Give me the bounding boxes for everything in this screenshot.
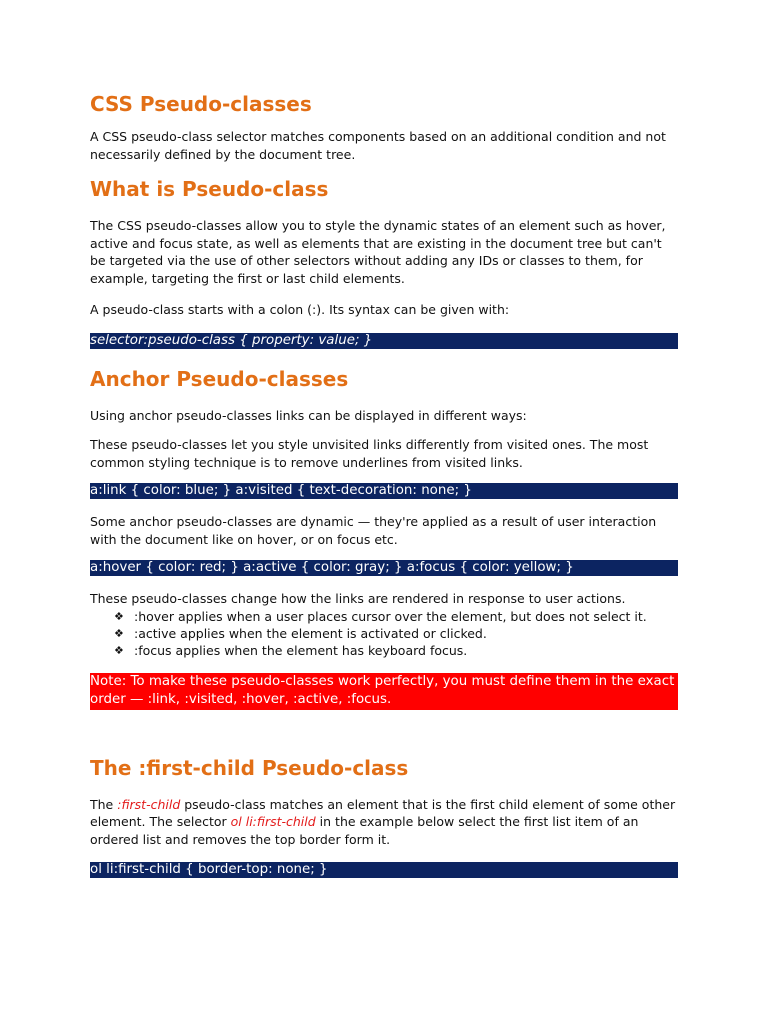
heading-anchor-pseudo-classes: Anchor Pseudo-classes [90, 366, 349, 391]
list-item [114, 625, 678, 642]
list-item-text: :active applies when the element is activated or clicked. [134, 625, 487, 641]
inline-code-ol-li-first-child: ol li:first-child [230, 814, 316, 829]
diamond-bullet-icon: ❖ [114, 609, 124, 623]
heading-what-is-pseudo-class: What is Pseudo-class [90, 177, 329, 201]
anchor-paragraph-2: These pseudo-classes let you style unvisited links differently from visited ones. The most common styling technique is to remove underlines from visited links. [90, 437, 649, 470]
anchor-paragraph-3: Some anchor pseudo-classes are dynamic — they're applied as a result of user interaction with the document like on hover, or on focus etc. [90, 514, 657, 547]
list-item [114, 642, 678, 659]
anchor-paragraph-4: These pseudo-classes change how the links are rendered in response to user actions. [90, 591, 626, 606]
inline-code-first-child: :first-child [117, 796, 181, 812]
list-item-text: :hover applies when a user places cursor over the element, but does not select it. [134, 608, 647, 624]
link-visited-code-block: a:link { color: blue; } a:visited { text-decoration: none; } [90, 483, 678, 499]
syntax-code-block: selector:pseudo-class { property: value; } [90, 333, 678, 349]
page-title: CSS Pseudo-classes [90, 92, 312, 116]
paragraph-text: pseudo-class matches an element that is the first child element of some other element. The selector [90, 796, 676, 829]
what-paragraph-2: A pseudo-class starts with a colon (:). Its syntax can be given with: [90, 302, 510, 317]
list-item [114, 608, 678, 625]
first-child-paragraph [90, 796, 678, 849]
document-content [90, 90, 678, 878]
order-note-box: Note: To make these pseudo-classes work perfectly, you must define them in the exact order — :link, :visited, :hover, :active, :focus. [90, 673, 678, 710]
paragraph-text: in the example below select the first list item of an ordered list and removes the top border form it. [90, 814, 639, 847]
diamond-bullet-icon: ❖ [114, 643, 124, 657]
hover-active-focus-code-block: a:hover { color: red; } a:active { color: gray; } a:focus { color: yellow; } [90, 560, 678, 576]
diamond-bullet-icon: ❖ [114, 626, 124, 640]
intro-paragraph: A CSS pseudo-class selector matches components based on an additional condition and not necessarily defined by the document tree. [90, 129, 666, 162]
anchor-paragraph-1: Using anchor pseudo-classes links can be displayed in different ways: [90, 407, 527, 423]
list-item-text: :focus applies when the element has keyboard focus. [134, 642, 468, 658]
heading-first-child-pseudo-class: The :first-child Pseudo-class [90, 755, 409, 780]
what-paragraph-1: The CSS pseudo-classes allow you to style the dynamic states of an element such as hover, active and focus state, as well as elements that are existing in the document tree but can't be targeted via the use of other selectors without adding any IDs or classes to them, for example, targeting the first or last child elements. [90, 218, 666, 286]
first-child-code-block: ol li:first-child { border-top: none; } [90, 862, 678, 878]
pseudo-class-bullet-list [90, 608, 678, 659]
paragraph-text: The [90, 796, 118, 812]
